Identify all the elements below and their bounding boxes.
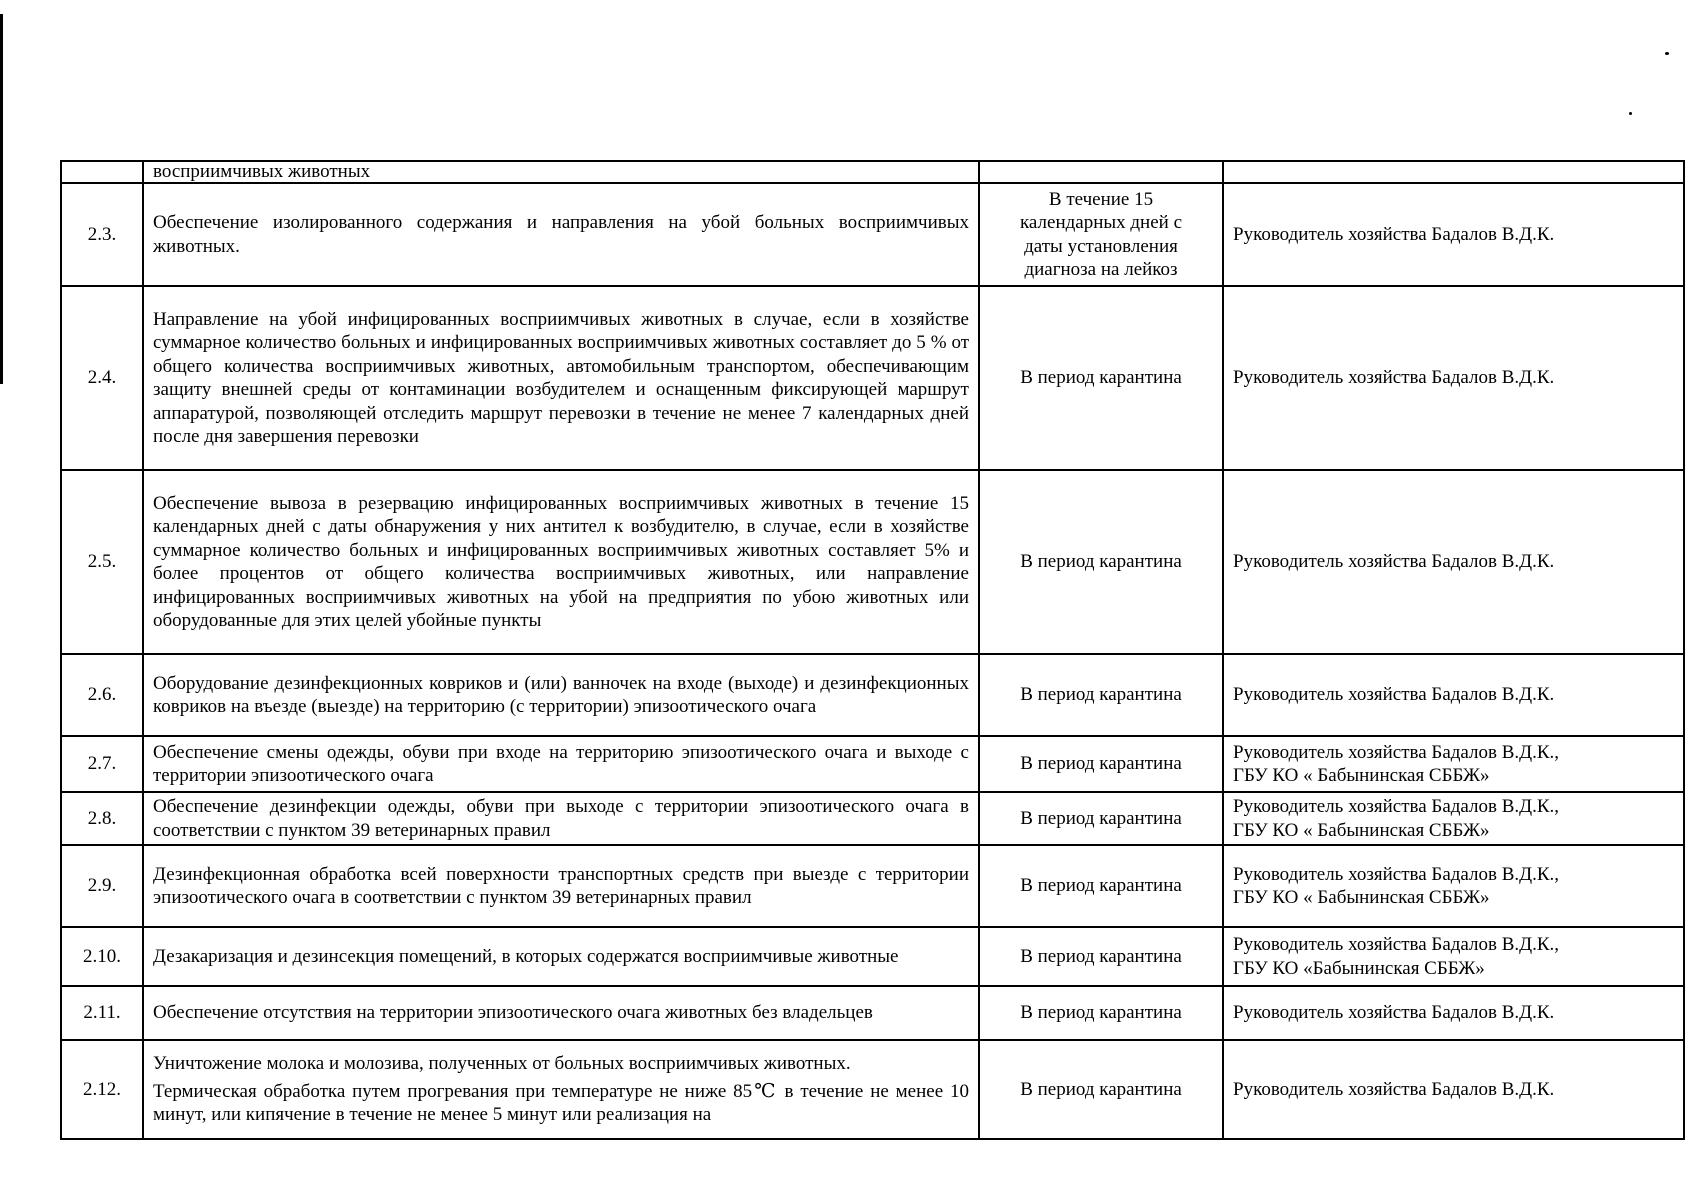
row-number-cell: 2.6. xyxy=(61,654,143,736)
term-cell xyxy=(979,470,1223,654)
responsible-text: ГБУ КО « Бабынинская СББЖ» xyxy=(1233,765,1490,786)
term-text: В период карантина xyxy=(1020,684,1182,706)
term-text: В период карантина xyxy=(1020,551,1182,573)
term-text: В период карантина xyxy=(1020,1078,1182,1100)
responsible-cell xyxy=(1223,654,1684,736)
responsible-cell xyxy=(1223,286,1684,470)
responsible-cell xyxy=(1223,845,1684,927)
responsible-cell xyxy=(1223,1040,1684,1139)
action-cell xyxy=(143,927,979,986)
term-text: В период карантина xyxy=(1020,875,1182,897)
row-number-cell: 2.12. xyxy=(61,1040,143,1139)
responsible-cell xyxy=(1223,736,1684,792)
responsible-text: Руководитель хозяйства Бадалов В.Д.К. xyxy=(1233,1078,1555,1100)
row-number-cell: 2.3. xyxy=(61,183,143,286)
responsible-text: Руководитель хозяйства Бадалов В.Д.К. xyxy=(1233,1002,1555,1024)
table-row xyxy=(61,845,1684,927)
action-text: Термическая обработка путем прогревания при температуре не ниже 85℃ в течение не менее 10 минут, или кипячение в течение не менее 5 минут или реализация на xyxy=(153,1080,969,1126)
scan-left-edge-line xyxy=(0,14,3,384)
table-row xyxy=(61,183,1684,286)
table-row xyxy=(61,286,1684,470)
term-text: В период карантина xyxy=(1020,807,1182,829)
term-cell xyxy=(979,286,1223,470)
term-cell xyxy=(979,161,1223,183)
responsible-cell xyxy=(1223,470,1684,654)
action-cell xyxy=(143,183,979,286)
table-row xyxy=(61,736,1684,792)
responsible-text: Руководитель хозяйства Бадалов В.Д.К., xyxy=(1233,741,1560,763)
row-number-cell xyxy=(61,161,143,183)
responsible-text: Руководитель хозяйства Бадалов В.Д.К., xyxy=(1233,863,1560,885)
action-cell xyxy=(143,792,979,845)
term-cell xyxy=(979,654,1223,736)
action-cell xyxy=(143,286,979,470)
action-text: Обеспечение смены одежды, обуви при входе на территорию эпизоотического очага и выходе с территории эпизоотического очага xyxy=(153,741,969,786)
term-text: В течение 15 xyxy=(1048,188,1154,210)
row-number-cell: 2.11. xyxy=(61,986,143,1040)
term-text: В период карантина xyxy=(1020,1002,1182,1024)
action-cell xyxy=(143,845,979,927)
responsible-text: Руководитель хозяйства Бадалов В.Д.К. xyxy=(1233,367,1555,389)
responsible-text: Руководитель хозяйства Бадалов В.Д.К., xyxy=(1233,934,1560,955)
term-text: даты установления xyxy=(1024,235,1178,257)
table-row xyxy=(61,986,1684,1040)
action-cell xyxy=(143,654,979,736)
responsible-text: ГБУ КО «Бабынинская СББЖ» xyxy=(1233,957,1485,979)
term-cell xyxy=(979,927,1223,986)
term-cell xyxy=(979,792,1223,845)
term-text: календарных дней с xyxy=(1019,212,1183,233)
action-text: Уничтожение молока и молозива, полученных от больных восприимчивых животных. xyxy=(153,1053,851,1075)
action-text: Обеспечение изолированного содержания и направления на убой больных восприимчивых животных. xyxy=(153,212,969,257)
responsible-text: Руководитель хозяйства Бадалов В.Д.К. xyxy=(1233,223,1555,245)
responsible-text: Руководитель хозяйства Бадалов В.Д.К., xyxy=(1233,796,1560,817)
scan-speck xyxy=(1629,112,1632,115)
row-number-cell: 2.7. xyxy=(61,736,143,792)
action-cell xyxy=(143,470,979,654)
row-number-cell: 2.10. xyxy=(61,927,143,986)
row-number-cell: 2.5. xyxy=(61,470,143,654)
term-text: диагноза на лейкоз xyxy=(1024,259,1178,280)
action-cell xyxy=(143,736,979,792)
action-text: Направление на убой инфицированных восприимчивых животных в случае, если в хозяйстве суммарное количество больных и инфицированных восприимчивых животных составляет до 5 % от общего количества восприимчивых животных, автомобильным транспортом, обеспечивающим защиту внешней среды от контаминации возбудителем и оснащенным фиксирующей маршрут аппаратурой, позволяющей отследить маршрут перевозки в течение не менее 7 календарных дней после дня завершения перевозки xyxy=(153,308,969,447)
table-row xyxy=(61,470,1684,654)
responsible-cell xyxy=(1223,161,1684,183)
term-text: В период карантина xyxy=(1020,367,1182,389)
responsible-text: ГБУ КО « Бабынинская СББЖ» xyxy=(1233,819,1490,841)
action-cell xyxy=(143,161,979,183)
action-text: Дезинфекционная обработка всей поверхности транспортных средств при выезде с территории эпизоотического очага в соответствии с пунктом 39 ветеринарных правил xyxy=(153,863,969,908)
term-cell xyxy=(979,986,1223,1040)
action-cell xyxy=(143,1040,979,1139)
action-text: Обеспечение дезинфекции одежды, обуви при выходе с территории эпизоотического очага в соответствии с пунктом 39 ветеринарных правил xyxy=(153,796,969,841)
term-text: В период карантина xyxy=(1020,753,1182,775)
responsible-cell xyxy=(1223,927,1684,986)
table-row xyxy=(61,161,1684,183)
row-number-cell: 2.9. xyxy=(61,845,143,927)
responsible-cell xyxy=(1223,986,1684,1040)
action-text: восприимчивых животных xyxy=(153,161,371,182)
responsible-cell xyxy=(1223,183,1684,286)
scan-speck xyxy=(1665,52,1669,55)
responsible-text: ГБУ КО « Бабынинская СББЖ» xyxy=(1233,887,1490,908)
action-text: Обеспечение вывоза в резервацию инфицированных восприимчивых животных в течение 15 календарных дней с даты обнаружения у них антител к возбудителю, в случае, если в хозяйстве суммарное количество больных и инфицированных восприимчивых животных составляет 5% и более процентов от общего количества восприимчивых животных, или направление инфицированных восприимчивых животных на убой на предприятия по убою животных или оборудованные для этих целей убойные пункты xyxy=(153,492,969,631)
action-text: Обеспечение отсутствия на территории эпизоотического очага животных без владельцев xyxy=(153,1002,873,1024)
term-cell xyxy=(979,845,1223,927)
term-cell xyxy=(979,736,1223,792)
responsible-cell xyxy=(1223,792,1684,845)
measures-table xyxy=(60,160,1685,1140)
action-text: Дезакаризация и дезинсекция помещений, в которых содержатся восприимчивые животные xyxy=(153,945,899,967)
term-text: В период карантина xyxy=(1020,945,1182,967)
term-cell xyxy=(979,183,1223,286)
term-cell xyxy=(979,1040,1223,1139)
responsible-text: Руководитель хозяйства Бадалов В.Д.К. xyxy=(1233,684,1555,706)
table-row xyxy=(61,1040,1684,1139)
row-number-cell: 2.4. xyxy=(61,286,143,470)
table-row xyxy=(61,792,1684,845)
responsible-text: Руководитель хозяйства Бадалов В.Д.К. xyxy=(1233,551,1555,573)
table-row xyxy=(61,927,1684,986)
action-text: Оборудование дезинфекционных ковриков и (или) ванночек на входе (выходе) и дезинфекционных ковриков на въезде (выезде) на территорию (с территории) эпизоотического очага xyxy=(153,672,969,717)
table-row xyxy=(61,654,1684,736)
row-number-cell: 2.8. xyxy=(61,792,143,845)
action-cell xyxy=(143,986,979,1040)
